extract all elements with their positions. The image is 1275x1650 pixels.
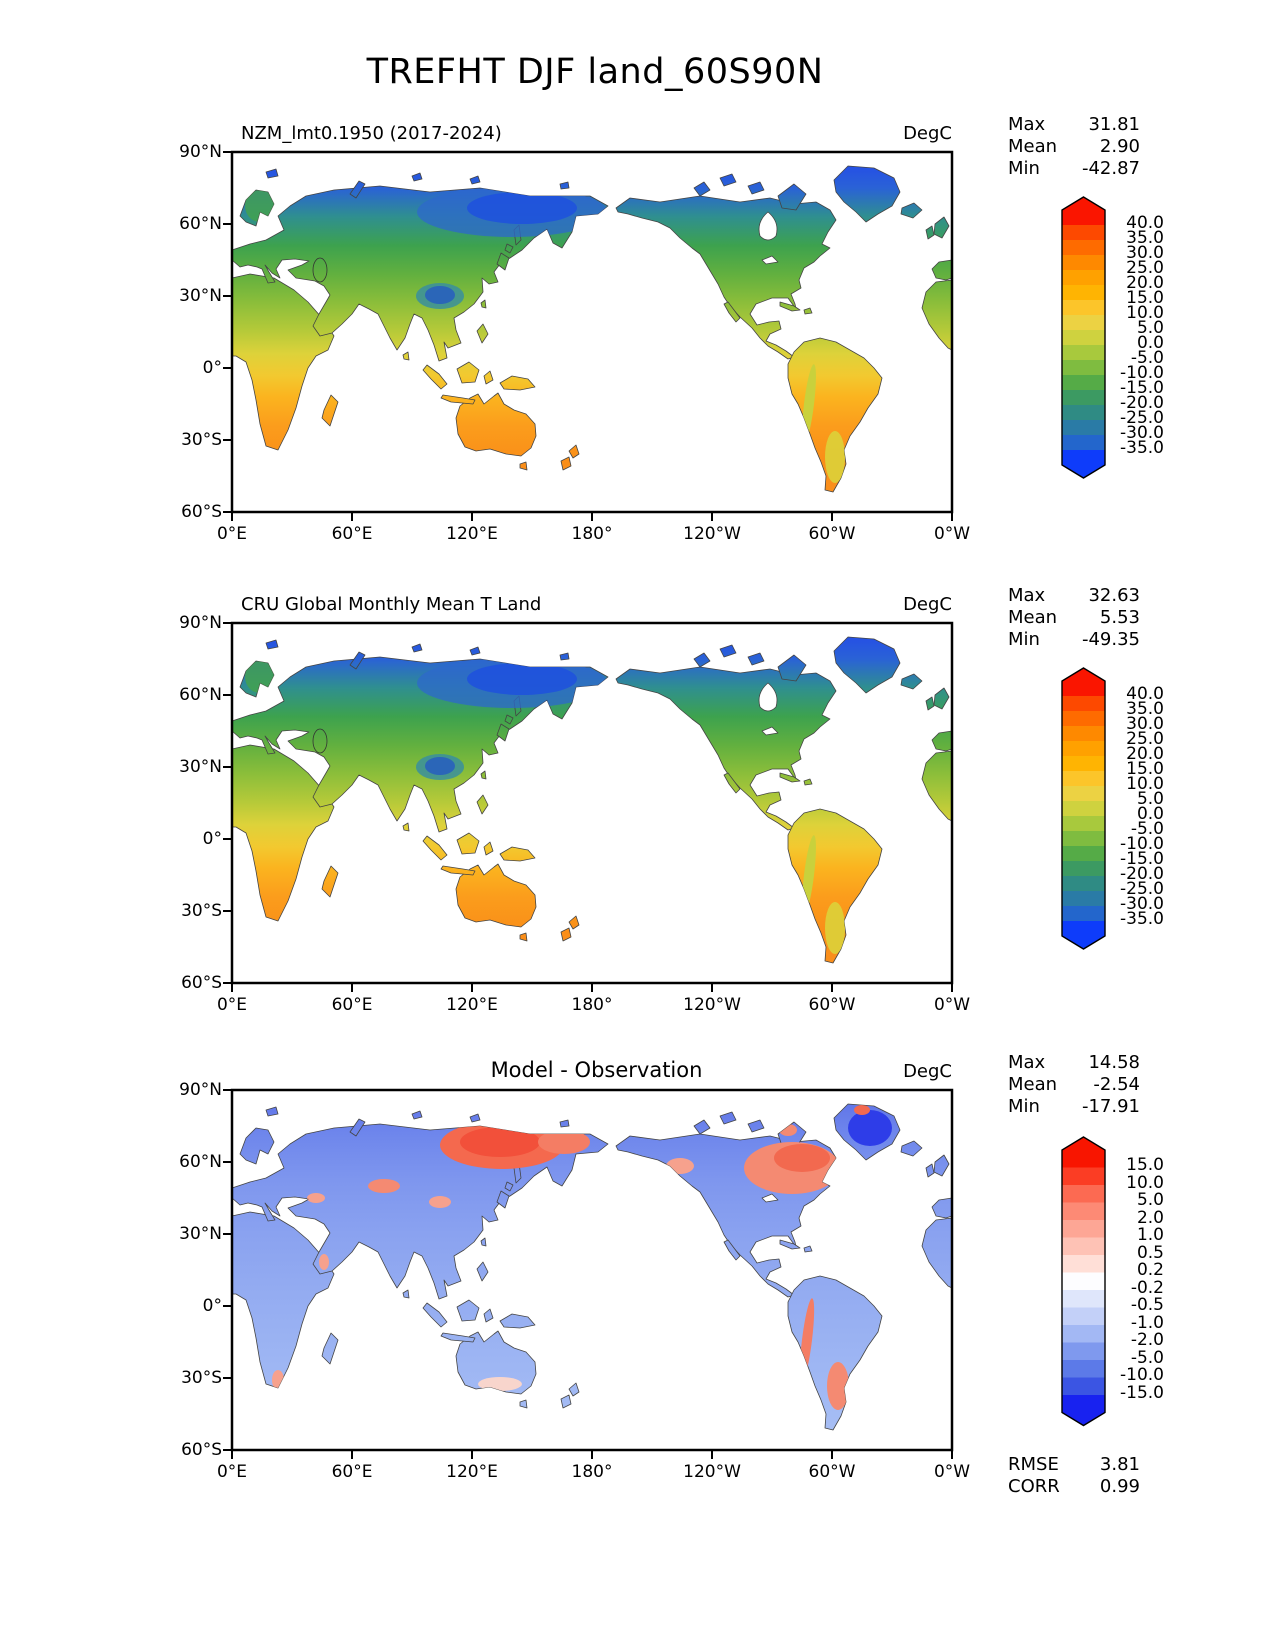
- colorbar-tick-label: -10.0: [1120, 833, 1164, 854]
- panel-observation-map: [232, 623, 952, 983]
- stat-value: 2.90: [1099, 136, 1140, 157]
- panel-observation-y-axis-labels: 90°N 60°N 30°N 0° 30°S 60°S: [179, 613, 222, 993]
- colorbar-tick-label: -5.0: [1130, 347, 1164, 368]
- colorbar-tick-label: 40.0: [1126, 212, 1164, 233]
- colorbar-tick-label: 15.0: [1126, 287, 1164, 308]
- panel-difference-skill-scores: [1008, 1454, 1140, 1498]
- stat-row-min: [1008, 158, 1140, 180]
- stat-label: Mean: [1008, 607, 1058, 628]
- stat-value: -2.54: [1093, 1074, 1140, 1095]
- stat-label: Min: [1008, 629, 1040, 650]
- stat-value: 32.63: [1088, 585, 1140, 606]
- stat-label: Min: [1008, 158, 1040, 179]
- stat-value: 14.58: [1088, 1052, 1140, 1073]
- colorbar-tick-label: -1.0: [1130, 1312, 1164, 1333]
- colorbar-tick-label: -5.0: [1130, 818, 1164, 839]
- panel-model-subtitle: NZM_lmt0.1950 (2017-2024): [241, 123, 502, 144]
- colorbar-tick-label: -5.0: [1130, 1347, 1164, 1368]
- colorbar-tick-label: -35.0: [1120, 437, 1164, 458]
- colorbar-tick-label: 20.0: [1126, 743, 1164, 764]
- colorbar-tick-label: 40.0: [1126, 683, 1164, 704]
- colorbar-tick-label: 0.5: [1136, 1242, 1164, 1263]
- colorbar-tick-label: 15.0: [1126, 1155, 1164, 1175]
- stat-value: -17.91: [1081, 1096, 1140, 1117]
- panel-model-map: [232, 152, 952, 512]
- panel-observation-unit-label: DegC: [903, 594, 952, 615]
- stat-row-mean: [1008, 607, 1140, 629]
- panel-model-x-axis-labels: 0°E 60°E 120°E 180° 120°W 60°W 0°W: [216, 524, 971, 544]
- panel-difference-stats: [1008, 1052, 1140, 1118]
- stat-label: CORR: [1008, 1476, 1060, 1497]
- stat-row-mean: [1008, 1074, 1140, 1096]
- stat-value: -42.87: [1081, 158, 1140, 179]
- stat-value: 5.53: [1099, 607, 1140, 628]
- panel-observation-subtitle: CRU Global Monthly Mean T Land: [241, 594, 542, 615]
- colorbar-tick-label: -15.0: [1120, 1382, 1164, 1403]
- colorbar-tick-label: 5.0: [1136, 1190, 1164, 1210]
- colorbar-tick-label: 25.0: [1126, 257, 1164, 278]
- colorbar-tick-label: 0.0: [1136, 803, 1164, 824]
- colorbar-tick-label: 5.0: [1136, 317, 1164, 338]
- colorbar-tick-label: 35.0: [1126, 227, 1164, 248]
- stat-row-min: [1008, 629, 1140, 651]
- colorbar-tick-label: -30.0: [1120, 422, 1164, 443]
- colorbar-tick-label: 0.2: [1136, 1260, 1164, 1280]
- panel-observation-colorbar: [1060, 666, 1180, 951]
- colorbar-tick-label: 25.0: [1126, 728, 1164, 749]
- stat-value: 31.81: [1088, 114, 1140, 135]
- stat-row-mean: [1008, 136, 1140, 158]
- colorbar-tick-label: -0.2: [1130, 1277, 1164, 1298]
- stat-row-max: [1008, 114, 1140, 136]
- panel-difference-map: [232, 1090, 952, 1450]
- panel-difference-subtitle: Model - Observation: [490, 1058, 703, 1082]
- colorbar-tick-label: 35.0: [1126, 698, 1164, 719]
- stat-label: Max: [1008, 1052, 1046, 1073]
- stat-value: 0.99: [1099, 1476, 1140, 1497]
- stat-label: Min: [1008, 1096, 1040, 1117]
- panel-model-header: [241, 112, 952, 146]
- stat-label: Max: [1008, 585, 1046, 606]
- panel-model-y-axis-labels: 90°N 60°N 30°N 0° 30°S 60°S: [179, 142, 222, 522]
- colorbar-tick-label: -2.0: [1130, 1330, 1164, 1350]
- panel-difference-x-axis-labels: 0°E 60°E 120°E 180° 120°W 60°W 0°W: [216, 1462, 971, 1482]
- colorbar-tick-label: -10.0: [1120, 1365, 1164, 1385]
- colorbar-tick-label: 0.0: [1136, 332, 1164, 353]
- stat-row-min: [1008, 1096, 1140, 1118]
- colorbar-tick-label: -20.0: [1120, 863, 1164, 884]
- panel-difference: [0, 1050, 1275, 1520]
- colorbar-tick-label: 2.0: [1136, 1207, 1164, 1228]
- stat-row-max: [1008, 1052, 1140, 1074]
- stat-label: Mean: [1008, 136, 1058, 157]
- colorbar-tick-label: 20.0: [1126, 272, 1164, 293]
- panel-model-stats: [1008, 114, 1140, 180]
- stat-row-max: [1008, 585, 1140, 607]
- colorbar-tick-label: 30.0: [1126, 242, 1164, 263]
- panel-observation-header: [241, 583, 952, 617]
- panel-observation-stats: [1008, 585, 1140, 651]
- colorbar-tick-label: -30.0: [1120, 893, 1164, 914]
- colorbar-tick-label: -25.0: [1120, 878, 1164, 899]
- panel-difference-y-axis-labels: 90°N 60°N 30°N 0° 30°S 60°S: [179, 1080, 222, 1460]
- panel-difference-colorbar: [1060, 1135, 1180, 1428]
- colorbar-tick-label: 1.0: [1136, 1225, 1164, 1245]
- colorbar-tick-label: 10.0: [1126, 1172, 1164, 1193]
- colorbar-tick-label: -20.0: [1120, 392, 1164, 413]
- panel-model-colorbar: [1060, 195, 1180, 480]
- stat-row-rmse: [1008, 1454, 1140, 1476]
- panel-model: [0, 112, 1275, 582]
- colorbar-tick-label: -10.0: [1120, 362, 1164, 383]
- colorbar-tick-label: -25.0: [1120, 407, 1164, 428]
- colorbar-tick-label: -15.0: [1120, 848, 1164, 869]
- stat-value: 3.81: [1099, 1454, 1140, 1475]
- colorbar-tick-label: -35.0: [1120, 908, 1164, 929]
- colorbar-tick-label: 10.0: [1126, 773, 1164, 794]
- stat-label: Max: [1008, 114, 1046, 135]
- colorbar-tick-label: 15.0: [1126, 758, 1164, 779]
- stat-value: -49.35: [1081, 629, 1140, 650]
- colorbar-tick-label: 30.0: [1126, 713, 1164, 734]
- figure-title: TREFHT DJF land_60S90N: [366, 52, 824, 92]
- panel-model-unit-label: DegC: [903, 123, 952, 144]
- colorbar-tick-label: 5.0: [1136, 788, 1164, 809]
- colorbar-tick-label: -15.0: [1120, 377, 1164, 398]
- colorbar-tick-label: 10.0: [1126, 302, 1164, 323]
- panel-observation-x-axis-labels: 0°E 60°E 120°E 180° 120°W 60°W 0°W: [216, 995, 971, 1015]
- colorbar-tick-label: -0.5: [1130, 1295, 1164, 1315]
- panel-difference-header: [241, 1050, 952, 1084]
- panel-difference-unit-label: DegC: [903, 1061, 952, 1082]
- stat-label: RMSE: [1008, 1454, 1059, 1475]
- stat-row-corr: [1008, 1476, 1140, 1498]
- stat-label: Mean: [1008, 1074, 1058, 1095]
- panel-observation: [0, 583, 1275, 1053]
